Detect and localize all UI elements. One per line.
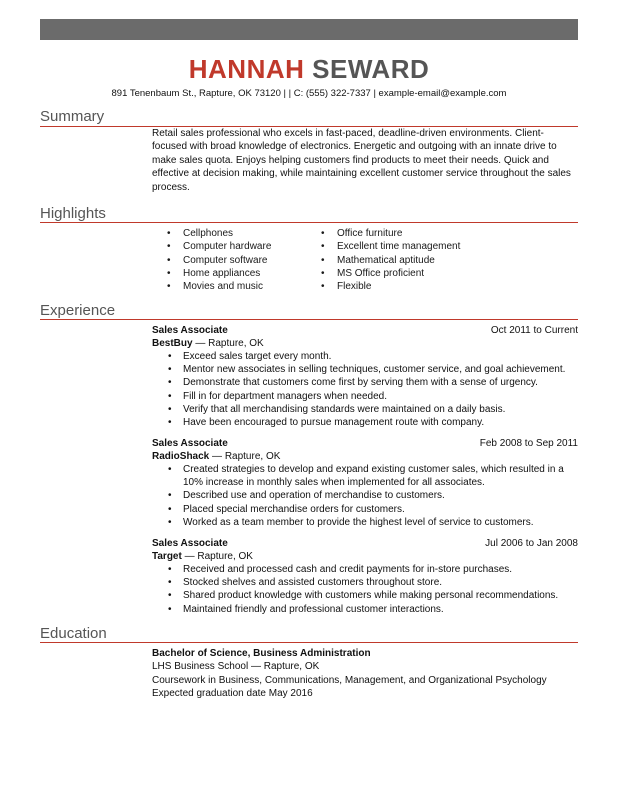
- bullet-item: • Maintained friendly and professional customer interactions.: [152, 603, 578, 616]
- highlight-item: • Mathematical aptitude: [321, 254, 460, 267]
- bullet-item: • Have been encouraged to pursue management route with company.: [152, 416, 578, 429]
- graduation-date: Expected graduation date May 2016: [152, 687, 313, 699]
- contact-line: 891 Tenenbaum St., Rapture, OK 73120 | | C: (555) 322-7337 | example-email@example.com: [111, 88, 507, 99]
- bullet-item: • Created strategies to develop and expand existing customer sales, which resulted in a 10% increase in monthly sales when implemented for all associates.: [152, 463, 578, 489]
- company-location: Rapture, OK: [208, 338, 264, 349]
- highlight-item: • Cellphones: [167, 227, 271, 240]
- job-title: Sales Associate: [152, 325, 228, 336]
- job-dates: Feb 2008 to Sep 2011: [479, 438, 578, 449]
- bullet-item: • Received and processed cash and credit payments for in-store purchases.: [152, 563, 578, 576]
- bullet-item: • Placed special merchandise orders for customers.: [152, 503, 578, 516]
- highlight-item: • Movies and music: [167, 280, 271, 293]
- section-title-experience: Experience: [40, 302, 116, 319]
- highlight-item: • Excellent time management: [321, 240, 460, 253]
- highlight-item: • Home appliances: [167, 267, 271, 280]
- highlight-item: • MS Office proficient: [321, 267, 460, 280]
- highlight-item: • Office furniture: [321, 227, 460, 240]
- header-bar: [40, 19, 578, 40]
- company-name: BestBuy: [152, 338, 193, 349]
- company-location: Rapture, OK: [224, 451, 281, 462]
- bullet-item: • Demonstrate that customers come first by serving them with a sense of urgency.: [152, 376, 578, 389]
- school-location: Rapture, OK: [263, 661, 320, 673]
- bullet-item: • Mentor new associates in selling techniques, customer service, and goal achievement.: [152, 363, 578, 376]
- bullet-item: • Shared product knowledge with customers while making personal recommendations.: [152, 589, 578, 602]
- job-entry: Sales Associate Jul 2006 to Jan 2008 Target — Rapture, OK • Received and processed cash and credit payments for in-store purchases. • Stocked shelves and assisted customers throughout store. • Shared product knowledge with customers while making personal recommendations. • Maintained friendly and professional customer interactions.: [152, 537, 578, 616]
- degree: Bachelor of Science, Business Administration: [152, 648, 371, 659]
- company-name: Target: [152, 551, 182, 562]
- job-bullets: [152, 463, 578, 529]
- section-title-summary: Summary: [40, 108, 105, 125]
- job-title: Sales Associate: [152, 438, 228, 449]
- highlights-list-left: [167, 227, 271, 293]
- highlight-item: • Flexible: [321, 280, 460, 293]
- section-title-education: Education: [40, 625, 107, 642]
- last-name: SEWARD: [312, 54, 430, 84]
- bullet-item: • Exceed sales target every month.: [152, 350, 578, 363]
- candidate-name: [0, 54, 618, 85]
- bullet-item: • Verify that all merchandising standards were maintained on a daily basis.: [152, 403, 578, 416]
- job-title: Sales Associate: [152, 538, 228, 549]
- company-name: RadioShack: [152, 451, 210, 462]
- highlights-list-right: [321, 227, 460, 293]
- section-title-highlights: Highlights: [40, 205, 106, 222]
- bullet-item: • Described use and operation of merchandise to customers.: [152, 489, 578, 502]
- bullet-item: • Fill in for department managers when needed.: [152, 390, 578, 403]
- company-location: Rapture, OK: [197, 551, 253, 562]
- education-entry: Bachelor of Science, Business Administration LHS Business School — Rapture, OK Coursework in Business, Communications, Management, and Organizational Psychology Expected graduation date May 2016: [152, 647, 578, 700]
- summary-text: Retail sales professional who excels in fast-paced, deadline-driven environments. Client-focused with broad knowledge of electronics. Energetic and outgoing with an innate drive to make sales quota. Enjoys helping customers find products to meet their needs. Quick and effective at decision making, while maintaining excellent customer service throughout the sales process.: [152, 128, 571, 193]
- job-bullets: [152, 350, 578, 429]
- section-divider: [40, 319, 578, 320]
- job-dates: Jul 2006 to Jan 2008: [485, 538, 578, 549]
- section-divider: [40, 642, 578, 643]
- coursework: Coursework in Business, Communications, Management, and Organizational Psychology: [152, 674, 547, 686]
- highlight-item: • Computer software: [167, 254, 271, 267]
- job-entry: Sales Associate Feb 2008 to Sep 2011 RadioShack — Rapture, OK • Created strategies to develop and expand existing customer sales, which resulted in a 10% increase in monthly sales when implemented for all associates. • Described use and operation of merchandise to customers. • Placed special merchandise orders for customers. • Worked as a team member to provide the highest level of service to customers.: [152, 437, 578, 529]
- bullet-item: • Worked as a team member to provide the highest level of service to customers.: [152, 516, 578, 529]
- job-dates: Oct 2011 to Current: [490, 325, 578, 336]
- school-name: LHS Business School: [152, 661, 249, 673]
- job-entry: Sales Associate Oct 2011 to Current BestBuy — Rapture, OK • Exceed sales target every month. • Mentor new associates in selling techniques, customer service, and goal achievement. • Demonstrate that customers come first by serving them with a sense of urgency. • Fill in for department managers when needed. • Verify that all merchandising standards were maintained on a daily basis. • Have been encouraged to pursue management route with company.: [152, 324, 578, 429]
- highlight-item: • Computer hardware: [167, 240, 271, 253]
- section-divider: [40, 222, 578, 223]
- first-name: HANNAH: [188, 54, 305, 84]
- job-bullets: [152, 563, 578, 616]
- bullet-item: • Stocked shelves and assisted customers throughout store.: [152, 576, 578, 589]
